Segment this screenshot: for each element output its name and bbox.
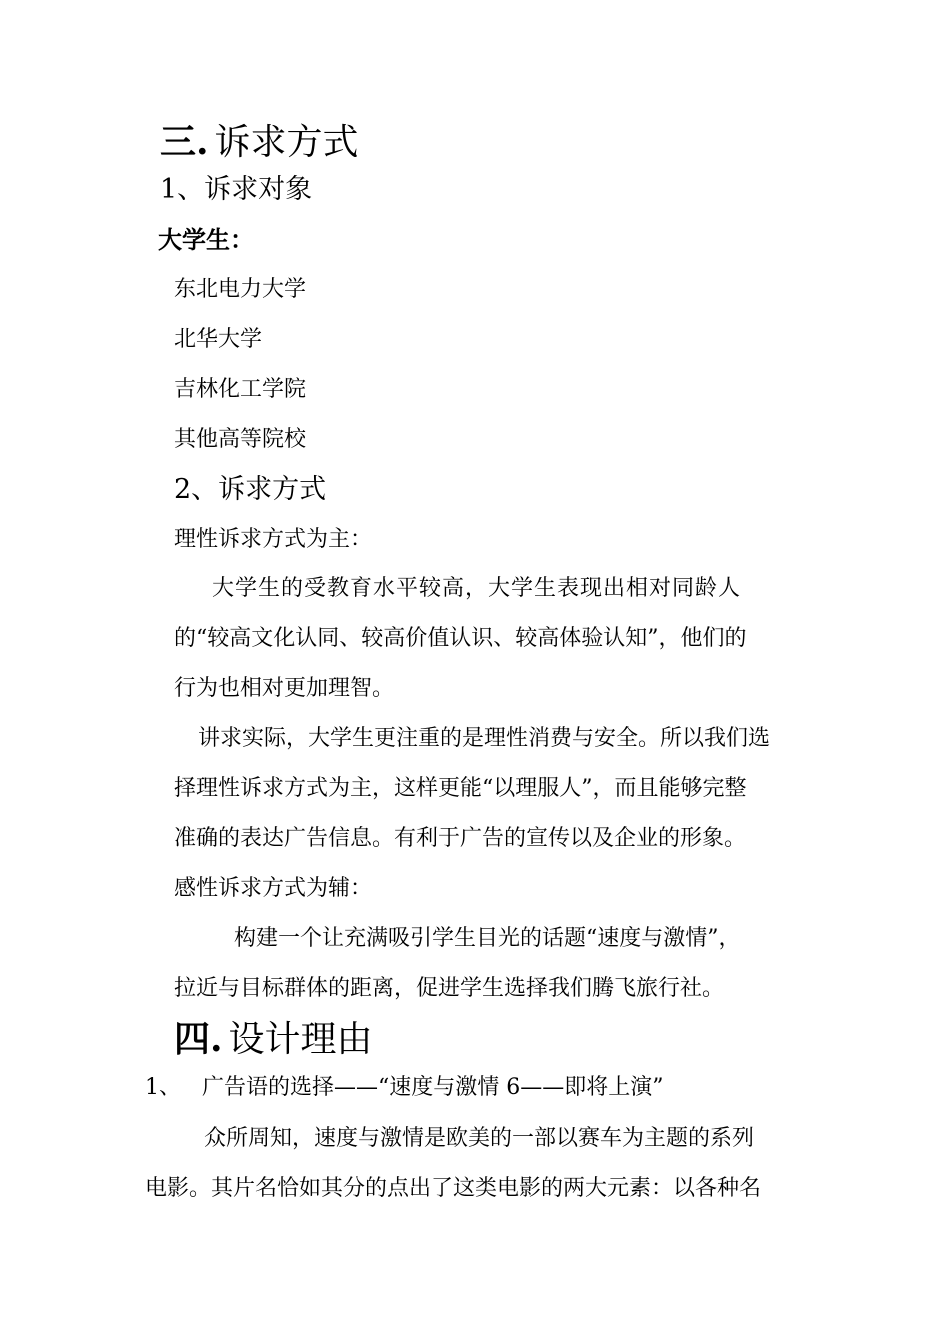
subheading-appeal-target: 1、诉求对象	[160, 174, 313, 205]
item1-text: 广告语的选择——“速度与激情 6——即将上演”	[202, 1075, 664, 1100]
school-item: 吉林化工学院	[174, 377, 307, 402]
paragraph-line: 讲求实际，大学生更注重的是理性消费与安全。所以我们选	[198, 726, 771, 751]
section4-number: 四.	[174, 1018, 223, 1060]
section4-title: 设计理由	[228, 1019, 373, 1060]
school-item: 其他高等院校	[174, 427, 307, 452]
subheading-appeal-method: 2、诉求方式	[174, 474, 327, 505]
paragraph-line: 准确的表达广告信息。有利于广告的宣传以及企业的形象。	[174, 826, 747, 851]
paragraph-line: 众所周知，速度与激情是欧美的一部以赛车为主题的系列	[204, 1126, 755, 1151]
paragraph-line: 拉近与目标群体的距离，促进学生选择我们腾飞旅行社。	[174, 976, 725, 1001]
section3-heading	[160, 121, 359, 163]
item1-number: 1、	[145, 1075, 181, 1100]
section4-heading	[174, 1018, 373, 1060]
paragraph-line: 的“较高文化认同、较高价值认识、较高体验认知”，他们的	[174, 626, 747, 651]
paragraph-line: 构建一个让充满吸引学生目光的话题“速度与激情”，	[234, 926, 741, 951]
school-item: 北华大学	[174, 327, 263, 352]
section3-number: 三.	[160, 121, 209, 163]
paragraph-line: 行为也相对更加理智。	[174, 676, 395, 701]
paragraph-line: 择理性诉求方式为主，这样更能“以理服人”，而且能够完整	[174, 776, 747, 801]
school-item: 东北电力大学	[174, 277, 307, 302]
rational-heading: 理性诉求方式为主：	[174, 527, 373, 552]
audience-heading: 大学生：	[158, 225, 254, 254]
section3-title: 诉求方式	[214, 122, 359, 163]
paragraph-line: 电影。其片名恰如其分的点出了这类电影的两大元素：以各种名	[145, 1176, 762, 1201]
emotional-heading: 感性诉求方式为辅：	[174, 876, 373, 901]
paragraph-line: 大学生的受教育水平较高，大学生表现出相对同龄人	[212, 576, 742, 601]
